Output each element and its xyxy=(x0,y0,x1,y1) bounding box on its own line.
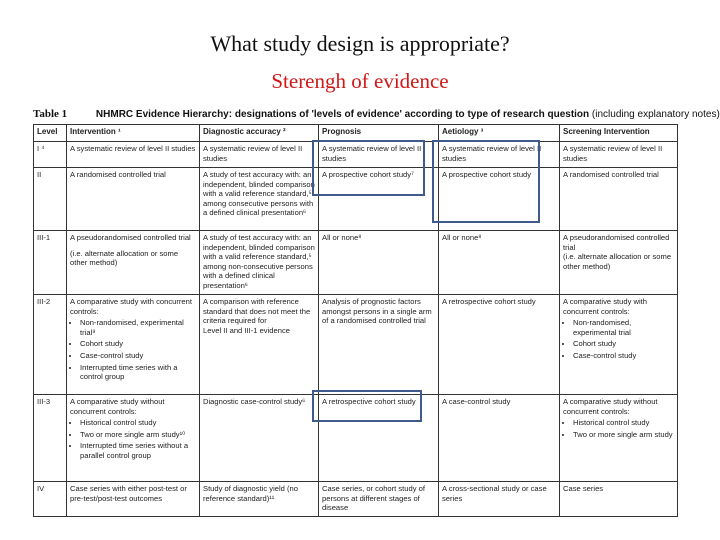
cell-screening xyxy=(560,231,678,295)
cell-prognosis: A prospective cohort study⁷ xyxy=(319,168,439,231)
cell-level: III-1 xyxy=(34,231,67,295)
cell-diagnostic: A study of test accuracy with: an independent, blinded comparison with a valid reference standard,⁵ among non-consecutive persons with a defined clinical presentation⁶ xyxy=(200,231,319,295)
cell-screening xyxy=(560,395,678,482)
cell-screening: Case series xyxy=(560,482,678,517)
list-item: • Non-randomised, experimental trial xyxy=(573,318,674,337)
list-item: • Case-control study xyxy=(80,351,196,361)
cell-screening: A randomised controlled trial xyxy=(560,168,678,231)
list-item: • Interrupted time series without a parallel control group xyxy=(80,441,196,460)
cell-aetiology: All or none⁸ xyxy=(439,231,560,295)
list-item: • Two or more single arm study xyxy=(573,430,674,440)
cell-diagnostic xyxy=(200,295,319,395)
cell-diagnostic: Study of diagnostic yield (no reference standard)¹¹ xyxy=(200,482,319,517)
intervention-text: A pseudorandomised controlled trial xyxy=(70,233,191,242)
header-level: Level xyxy=(34,125,67,142)
intervention-list xyxy=(70,318,196,382)
screening-text: A comparative study with concurrent controls: xyxy=(563,297,647,316)
list-item: • Case-control study xyxy=(573,351,674,361)
header-prognosis: Prognosis xyxy=(319,125,439,142)
cell-prognosis: A retrospective cohort study xyxy=(319,395,439,482)
list-item: • Interrupted time series with a control group xyxy=(80,363,196,382)
diagnostic-subtext: Level II and III-1 evidence xyxy=(203,325,290,335)
cell-intervention: Case series with either post-test or pre-test/post-test outcomes xyxy=(67,482,200,517)
cell-prognosis: Analysis of prognostic factors amongst persons in a single arm of a randomised controlled trial xyxy=(319,295,439,395)
cell-level: IV xyxy=(34,482,67,517)
cell-aetiology: A case-control study xyxy=(439,395,560,482)
cell-intervention xyxy=(67,395,200,482)
slide-subtitle: Sterengh of evidence xyxy=(271,69,449,93)
table-caption-note: (including explanatory notes) xyxy=(591,109,720,120)
header-aetiology: Aetiology ³ xyxy=(439,125,560,142)
list-item: • Historical control study xyxy=(80,418,196,428)
header-diagnostic-accuracy: Diagnostic accuracy ² xyxy=(200,125,319,142)
list-item: • Non-randomised, experimental trial⁹ xyxy=(80,318,196,337)
cell-diagnostic: A systematic review of level II studies xyxy=(200,142,319,168)
intervention-subtext: (i.e. alternate allocation or some other method) xyxy=(70,248,179,268)
cell-level: III-3 xyxy=(34,395,67,482)
table-row xyxy=(34,295,678,395)
list-item: • Two or more single arm study¹⁰ xyxy=(80,430,196,440)
list-item: • Historical control study xyxy=(573,418,674,428)
cell-prognosis: A systematic review of level II studies xyxy=(319,142,439,168)
cell-aetiology: A systematic review of level II studies xyxy=(439,142,560,168)
cell-intervention xyxy=(67,295,200,395)
list-item: • Cohort study xyxy=(80,339,196,349)
cell-prognosis: All or none⁸ xyxy=(319,231,439,295)
table-label: Table 1 xyxy=(33,108,68,120)
highlight-prognosis-prospective xyxy=(312,140,425,196)
intervention-list xyxy=(70,418,196,460)
header-screening-intervention: Screening Intervention xyxy=(560,125,678,142)
slide-title: What study design is appropriate? xyxy=(210,31,510,56)
table-row xyxy=(34,482,678,517)
screening-list xyxy=(563,318,674,360)
cell-aetiology: A cross-sectional study or case series xyxy=(439,482,560,517)
header-intervention: Intervention ¹ xyxy=(67,125,200,142)
table-row xyxy=(34,231,678,295)
cell-level: I ⁴ xyxy=(34,142,67,168)
cell-intervention: A randomised controlled trial xyxy=(67,168,200,231)
screening-text: A comparative study without concurrent controls: xyxy=(563,397,658,416)
highlight-aetiology-prospective xyxy=(432,140,540,223)
table-caption xyxy=(33,108,720,120)
screening-subtext: (i.e. alternate allocation or some other method) xyxy=(563,252,672,271)
intervention-text: A comparative study without concurrent controls: xyxy=(70,397,165,416)
cell-intervention xyxy=(67,231,200,295)
cell-level: III-2 xyxy=(34,295,67,395)
intervention-text: A comparative study with concurrent controls: xyxy=(70,297,192,316)
screening-list xyxy=(563,418,674,439)
table-caption-text: NHMRC Evidence Hierarchy: designations of 'levels of evidence' according to type of research question xyxy=(95,109,590,120)
cell-intervention: A systematic review of level II studies xyxy=(67,142,200,168)
highlight-prognosis-retrospective xyxy=(312,390,422,422)
table-header-row xyxy=(34,125,678,142)
cell-prognosis: Case series, or cohort study of persons at different stages of disease xyxy=(319,482,439,517)
screening-text: A pseudorandomised controlled trial xyxy=(563,233,670,252)
cell-diagnostic: Diagnostic case-control study⁶ xyxy=(200,395,319,482)
cell-aetiology: A retrospective cohort study xyxy=(439,295,560,395)
list-item: • Cohort study xyxy=(573,339,674,349)
cell-level: II xyxy=(34,168,67,231)
cell-diagnostic: A study of test accuracy with: an independent, blinded comparison with a valid reference standard,⁵ among consecutive persons with a defined clinical presentation⁶ xyxy=(200,168,319,231)
cell-screening: A systematic review of level II studies xyxy=(560,142,678,168)
cell-screening xyxy=(560,295,678,395)
cell-aetiology: A prospective cohort study xyxy=(439,168,560,231)
diagnostic-text: A comparison with reference standard that does not meet the criteria required for xyxy=(203,297,311,326)
